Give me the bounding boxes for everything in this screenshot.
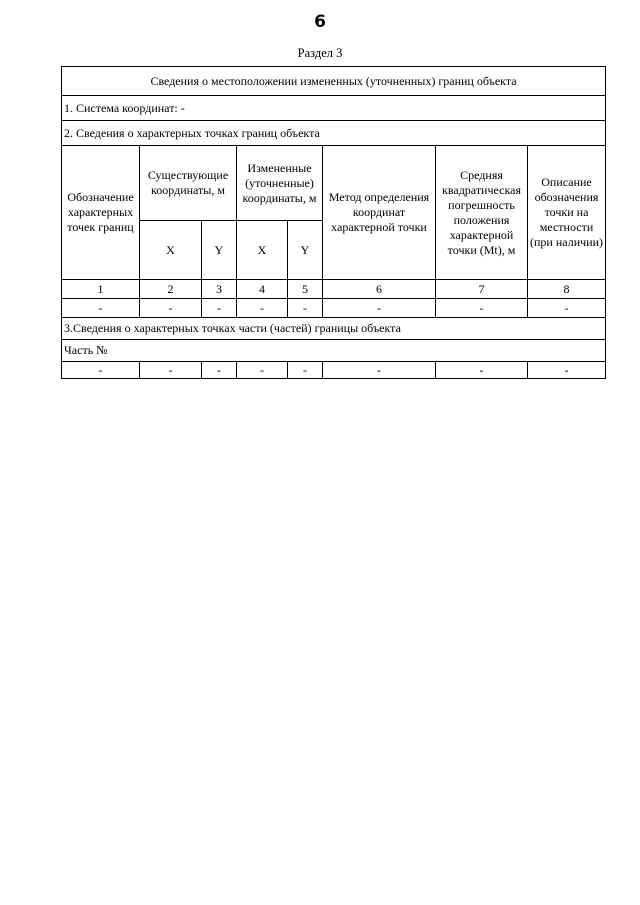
header-changed-x: X (237, 221, 288, 280)
header-error: Средняя квадратическая погрешность положения характерной точки (Mt), м (436, 146, 528, 280)
column-numbers-row (62, 280, 606, 299)
coordinate-system-row: 1. Система координат: - (62, 96, 606, 121)
column-number: 6 (323, 280, 436, 299)
column-number: 7 (436, 280, 528, 299)
table-cell: - (237, 362, 288, 379)
table-cell: - (140, 362, 202, 379)
section-title: Раздел 3 (297, 46, 343, 60)
header-designation: Обозначение характерных точек границ (62, 146, 140, 280)
page-number: 6 (314, 12, 326, 32)
boundary-points-table (61, 66, 606, 379)
table-row (62, 362, 606, 379)
table-cell: - (62, 362, 140, 379)
table-cell: - (323, 362, 436, 379)
table-cell: - (288, 362, 323, 379)
table-row (62, 299, 606, 318)
table-title: Сведения о местоположении измененных (уточненных) границ объекта (62, 67, 606, 96)
column-number: 1 (62, 280, 140, 299)
column-number: 5 (288, 280, 323, 299)
table-cell: - (140, 299, 202, 318)
header-description: Описание обозначения точки на местности (при наличии) (528, 146, 606, 280)
part-number-row: Часть № (62, 340, 606, 362)
points-section-title: 2. Сведения о характерных точках границ объекта (62, 121, 606, 146)
table-cell: - (237, 299, 288, 318)
table-cell: - (202, 299, 237, 318)
part-points-section-title: 3.Сведения о характерных точках части (частей) границы объекта (62, 318, 606, 340)
header-existing-coords: Существующие координаты, м (140, 146, 237, 221)
table-cell: - (528, 362, 606, 379)
column-number: 2 (140, 280, 202, 299)
table-cell: - (288, 299, 323, 318)
header-changed-coords: Измененные (уточненные) координаты, м (237, 146, 323, 221)
header-method: Метод определения координат характерной точки (323, 146, 436, 280)
table-cell: - (528, 299, 606, 318)
column-number: 4 (237, 280, 288, 299)
table-cell: - (323, 299, 436, 318)
column-number: 8 (528, 280, 606, 299)
table-cell: - (62, 299, 140, 318)
header-changed-y: Y (288, 221, 323, 280)
table-cell: - (436, 299, 528, 318)
column-number: 3 (202, 280, 237, 299)
table-cell: - (202, 362, 237, 379)
header-existing-x: X (140, 221, 202, 280)
table-cell: - (436, 362, 528, 379)
header-existing-y: Y (202, 221, 237, 280)
